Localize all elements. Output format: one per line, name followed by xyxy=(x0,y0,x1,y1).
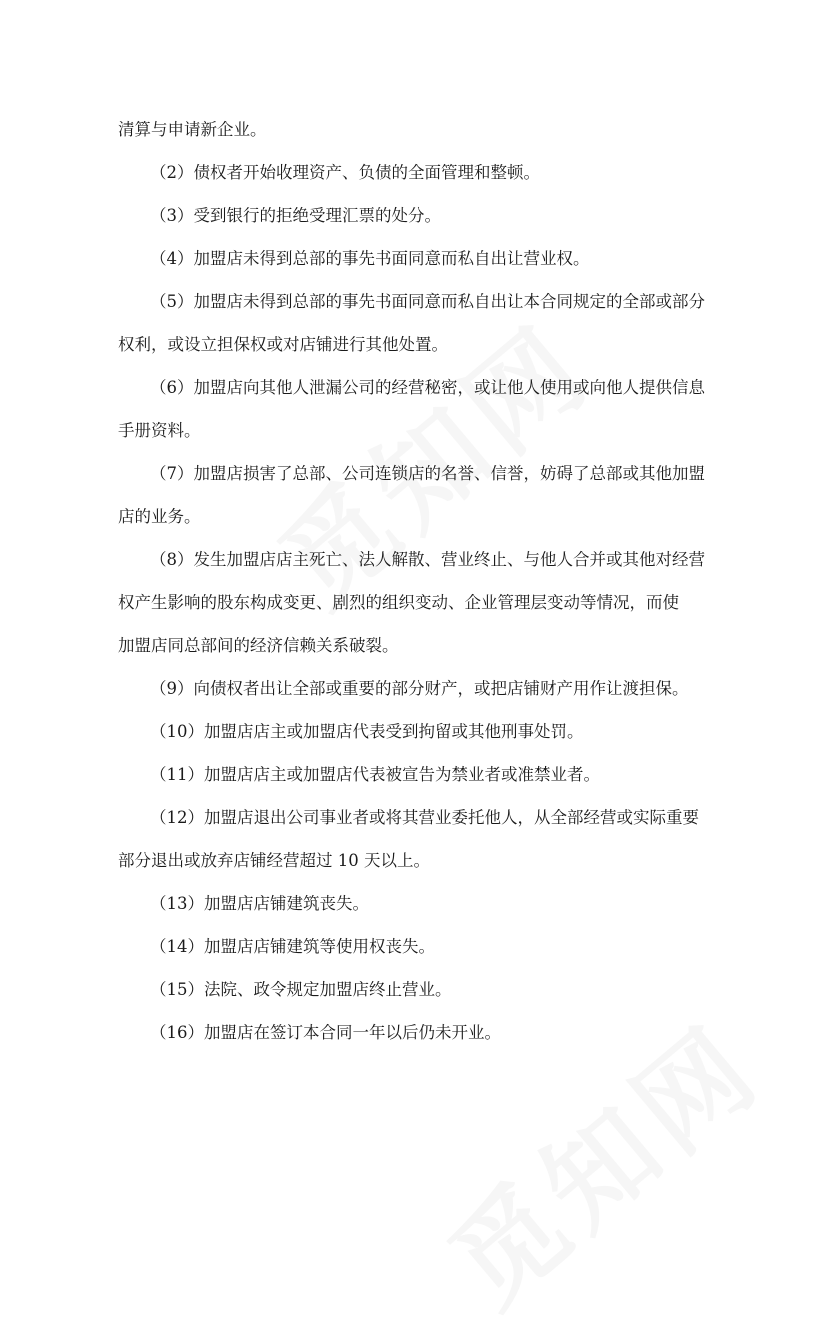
text-line: 部分退出或放弃店铺经营超过 10 天以上。 xyxy=(118,851,430,870)
text-line: （9）向债权者出让全部或重要的部分财产，或把店铺财产用作让渡担保。 xyxy=(150,679,689,698)
text-line: （15）法院、政令规定加盟店终止营业。 xyxy=(150,980,452,999)
document-body xyxy=(118,108,718,1054)
text-line: （4）加盟店未得到总部的事先书面同意而私自出让营业权。 xyxy=(150,249,590,268)
text-line: （12）加盟店退出公司事业者或将其营业委托他人，从全部经营或实际重要 xyxy=(150,808,699,827)
text-line: （2）债权者开始收理资产、负债的全面管理和整顿。 xyxy=(150,163,540,182)
text-line: 权利，或设立担保权或对店铺进行其他处置。 xyxy=(118,335,448,354)
text-line: （5）加盟店未得到总部的事先书面同意而私自出让本合同规定的全部或部分 xyxy=(150,292,705,311)
text-line: （10）加盟店店主或加盟店代表受到拘留或其他刑事处罚。 xyxy=(150,722,584,741)
text-line: （16）加盟店在签订本合同一年以后仍未开业。 xyxy=(150,1023,501,1042)
text-line: （6）加盟店向其他人泄漏公司的经营秘密，或让他人使用或向他人提供信息 xyxy=(150,378,705,397)
text-line: 权产生影响的股东构成变更、剧烈的组织变动、企业管理层变动等情况，而使 xyxy=(118,593,679,612)
text-line: （14）加盟店店铺建筑等使用权丧失。 xyxy=(150,937,435,956)
text-line: （3）受到银行的拒绝受理汇票的处分。 xyxy=(150,206,441,225)
text-line: （11）加盟店店主或加盟店代表被宣告为禁业者或准禁业者。 xyxy=(150,765,600,784)
text-line: 店的业务。 xyxy=(118,507,201,526)
text-line: 加盟店同总部间的经济信赖关系破裂。 xyxy=(118,636,399,655)
text-line: （7）加盟店损害了总部、公司连锁店的名誉、信誉，妨碍了总部或其他加盟 xyxy=(150,464,705,483)
text-line: 手册资料。 xyxy=(118,421,201,440)
text-line: （8）发生加盟店店主死亡、法人解散、营业终止、与他人合并或其他对经营 xyxy=(150,550,705,569)
text-line: （13）加盟店店铺建筑丧失。 xyxy=(150,894,369,913)
text-line: 清算与申请新企业。 xyxy=(118,120,267,139)
